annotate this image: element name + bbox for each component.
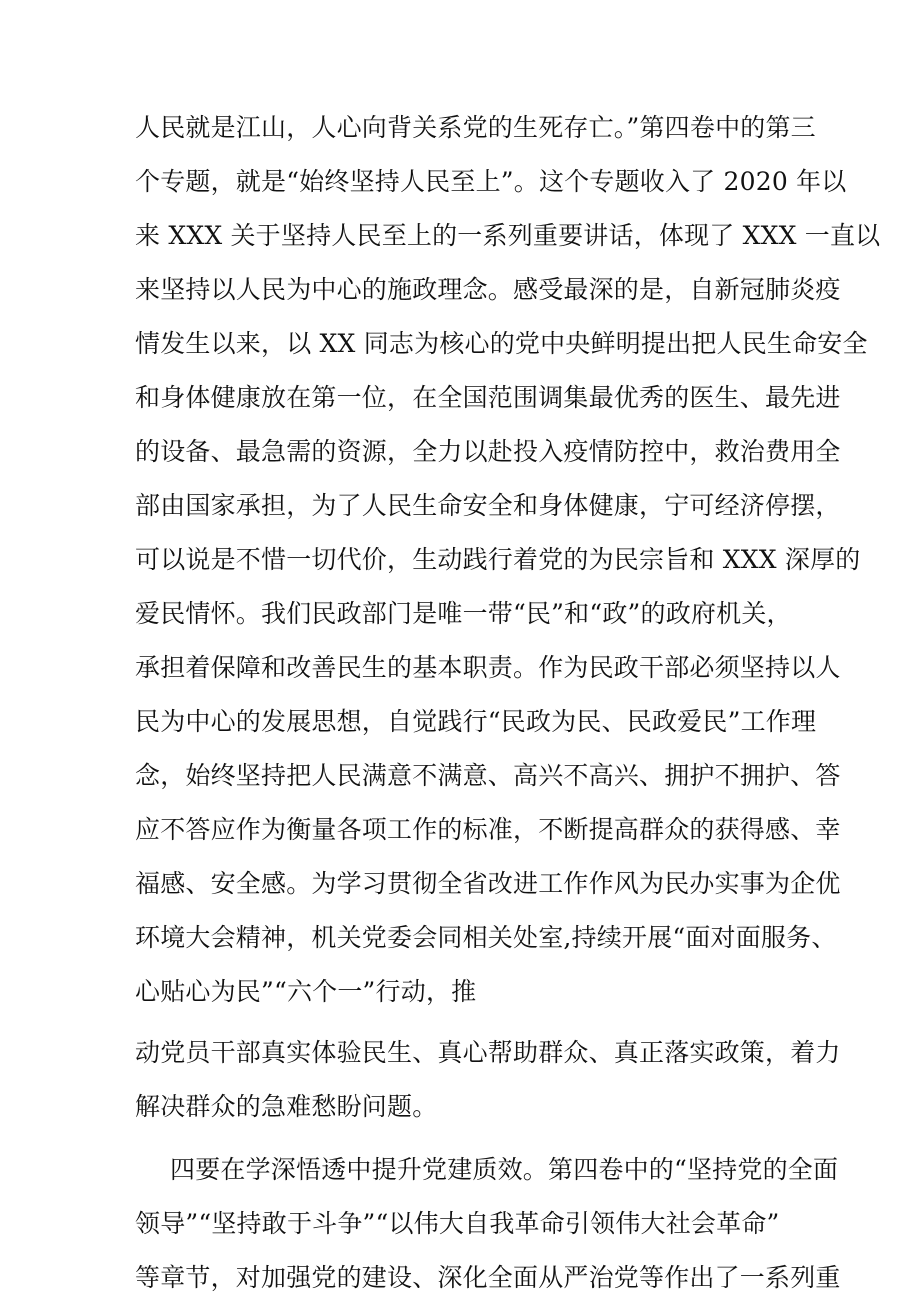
text-line: 个专题，就是“始终坚持人民至上”。这个专题收入了 2020 年以 — [135, 167, 847, 196]
paragraph-first-line: 四要在学深悟透中提升党建质效。第四卷中的“坚持党的全面 — [170, 1155, 839, 1184]
text-line: 福感、安全感。为学习贯彻全省改进工作作风为民办实事为企优 — [135, 869, 841, 898]
text-line: 部由国家承担，为了人民生命安全和身体健康，宁可经济停摆， — [135, 491, 841, 520]
text-line: 念，始终坚持把人民满意不满意、高兴不高兴、拥护不拥护、答 — [135, 761, 841, 790]
text-line: 民为中心的发展思想，自觉践行“民政为民、民政爱民”工作理 — [135, 707, 817, 736]
text-line: 承担着保障和改善民生的基本职责。作为民政干部必须坚持以人 — [135, 653, 841, 682]
text-line: 领导”“坚持敢于斗争”“以伟大自我革命引领伟大社会革命” — [135, 1209, 780, 1238]
text-line: 来坚持以人民为中心的施政理念。感受最深的是，自新冠肺炎疫 — [135, 275, 841, 304]
text-line: 解决群众的急难愁盼问题。 — [135, 1092, 438, 1121]
text-line: 应不答应作为衡量各项工作的标准，不断提高群众的获得感、幸 — [135, 815, 841, 844]
text-line: 动党员干部真实体验民生、真心帮助群众、真正落实政策，着力 — [135, 1038, 841, 1067]
text-line: 情发生以来，以 XX 同志为核心的党中央鲜明提出把人民生命安全 — [135, 329, 868, 358]
text-line: 来 XXX 关于坚持人民至上的一系列重要讲话，体现了 XXX 一直以 — [135, 221, 881, 250]
text-line: 等章节，对加强党的建设、深化全面从严治党等作出了一系列重 — [135, 1263, 841, 1292]
text-line: 爱民情怀。我们民政部门是唯一带“民”和“政”的政府机关， — [135, 599, 792, 628]
text-line: 环境大会精神，机关党委会同相关处室,持续开展“面对面服务、 — [135, 923, 837, 952]
text-line: 的设备、最急需的资源，全力以赴投入疫情防控中，救治费用全 — [135, 437, 841, 466]
text-line: 可以说是不惜一切代价，生动践行着党的为民宗旨和 XXX 深厚的 — [135, 545, 861, 574]
text-line: 和身体健康放在第一位，在全国范围调集最优秀的医生、最先进 — [135, 383, 841, 412]
text-line: 心贴心为民”“六个一”行动，推 — [135, 977, 477, 1006]
text-line: 人民就是江山，人心向背关系党的生死存亡。”第四卷中的第三 — [135, 113, 816, 142]
